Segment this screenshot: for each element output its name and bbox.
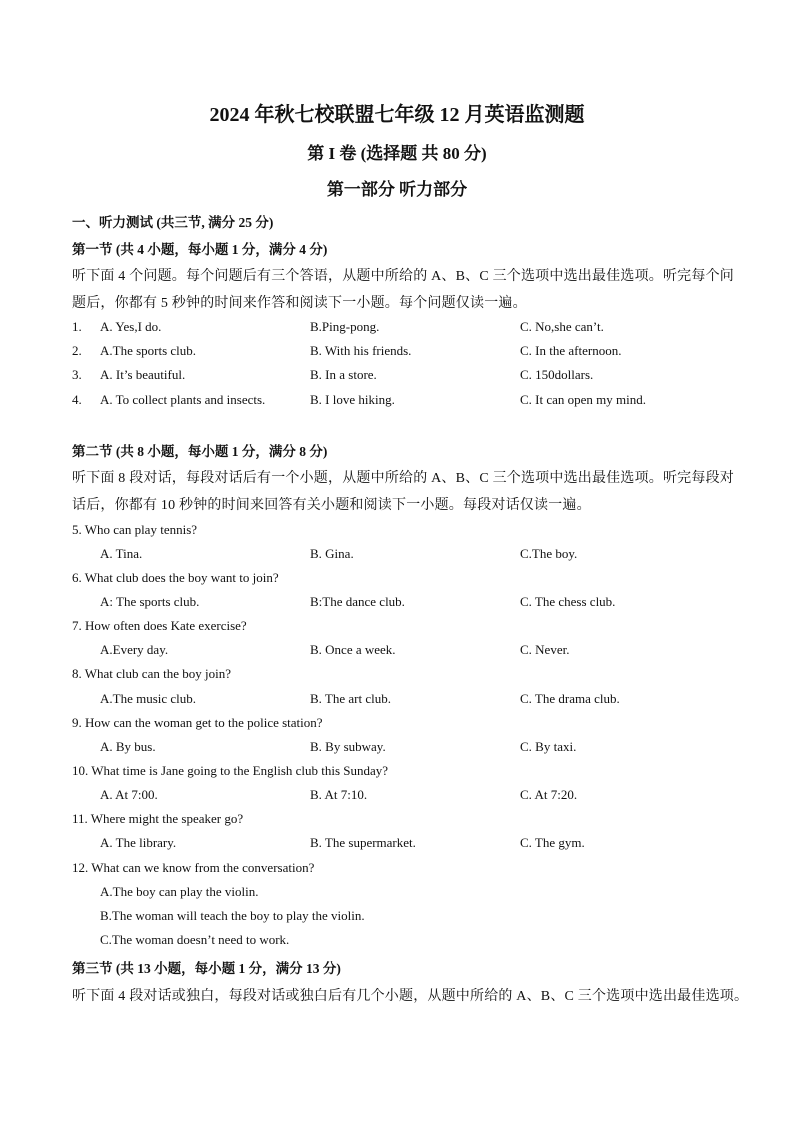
- option-c: C. The chess club.: [520, 594, 616, 609]
- item-number: 2.: [72, 343, 82, 358]
- item-number: 3.: [72, 367, 82, 382]
- option-b: B.Ping-pong.: [310, 319, 380, 334]
- option-b: B. I love hiking.: [310, 392, 395, 407]
- option-b: B. In a store.: [310, 367, 377, 382]
- section3-heading: 第三节 (共 13 小题，每小题 1 分，满分 13 分): [72, 961, 341, 976]
- exam-title: 2024 年秋七校联盟七年级 12 月英语监测题: [209, 104, 585, 126]
- option-c: C. The drama club.: [520, 691, 620, 706]
- item-number: 4.: [72, 392, 82, 407]
- option-a: A. The library.: [100, 835, 177, 850]
- section-main-heading: 一、听力测试 (共三节, 满分 25 分): [72, 215, 274, 230]
- option-a: A. To collect plants and insects.: [100, 392, 266, 407]
- option-a: A: The sports club.: [100, 594, 200, 609]
- option-c: C. It can open my mind.: [520, 392, 647, 407]
- option-b: B. By subway.: [310, 739, 386, 754]
- question-text: 5. Who can play tennis?: [72, 522, 198, 537]
- option-b: B.The woman will teach the boy to play the violin.: [100, 908, 365, 923]
- option-c: C. By taxi.: [520, 739, 577, 754]
- section2-instruction-line1: 听下面 8 段对话，每段对话后有一个小题，从题中所给的 A、B、C 三个选项中选出最佳选项。听完每段对: [72, 471, 734, 486]
- option-a: A. At 7:00.: [100, 787, 158, 802]
- option-c: C. In the afternoon.: [520, 343, 622, 358]
- option-c: C. 150dollars.: [520, 367, 594, 382]
- option-c: C. No,she can’t.: [520, 319, 604, 334]
- question-text: 9. How can the woman get to the police station?: [72, 715, 323, 730]
- question-text: 6. What club does the boy want to join?: [72, 570, 279, 585]
- section3-instruction-line1: 听下面 4 段对话或独白，每段对话或独白后有几个小题，从题中所给的 A、B、C 三个选项中选出最佳选项。: [72, 989, 749, 1004]
- option-b: B:The dance club.: [310, 594, 405, 609]
- question-text: 8. What club can the boy join?: [72, 666, 231, 681]
- option-a: A.The boy can play the violin.: [100, 884, 259, 899]
- paper-subtitle: 第 I 卷 (选择题 共 80 分): [307, 144, 487, 163]
- option-a: A. By bus.: [100, 739, 156, 754]
- option-c: C.The boy.: [520, 546, 578, 561]
- question-text: 11. Where might the speaker go?: [72, 811, 244, 826]
- section1-heading: 第一节 (共 4 小题，每小题 1 分，满分 4 分): [72, 242, 328, 257]
- option-b: B. The supermarket.: [310, 835, 416, 850]
- option-c: C.The woman doesn’t need to work.: [100, 932, 290, 947]
- option-c: C. The gym.: [520, 835, 585, 850]
- question-text: 7. How often does Kate exercise?: [72, 618, 247, 633]
- option-a: A. Yes,I do.: [100, 319, 162, 334]
- option-c: C. At 7:20.: [520, 787, 578, 802]
- section2-instruction-line2: 话后，你都有 10 秒钟的时间来回答有关小题和阅读下一小题。每段对话仅读一遍。: [72, 498, 591, 513]
- option-a: A. Tina.: [100, 546, 143, 561]
- option-b: B. Once a week.: [310, 642, 396, 657]
- section1-instruction-line1: 听下面 4 个问题。每个问题后有三个答语，从题中所给的 A、B、C 三个选项中选出最佳选项。听完每个问: [72, 269, 734, 284]
- item-number: 1.: [72, 319, 82, 334]
- option-b: B. The art club.: [310, 691, 391, 706]
- option-a: A.Every day.: [100, 642, 169, 657]
- section2-heading: 第二节 (共 8 小题，每小题 1 分，满分 8 分): [72, 444, 328, 459]
- option-a: A. It’s beautiful.: [100, 367, 186, 382]
- question-text: 12. What can we know from the conversation?: [72, 860, 315, 875]
- option-b: B. At 7:10.: [310, 787, 368, 802]
- option-a: A.The music club.: [100, 691, 197, 706]
- option-c: C. Never.: [520, 642, 570, 657]
- option-a: A.The sports club.: [100, 343, 197, 358]
- part-heading: 第一部分 听力部分: [326, 180, 468, 199]
- section1-instruction-line2: 题后，你都有 5 秒钟的时间来作答和阅读下一小题。每个问题仅读一遍。: [72, 296, 527, 311]
- option-b: B. With his friends.: [310, 343, 412, 358]
- option-b: B. Gina.: [310, 546, 354, 561]
- question-text: 10. What time is Jane going to the English club this Sunday?: [72, 763, 389, 778]
